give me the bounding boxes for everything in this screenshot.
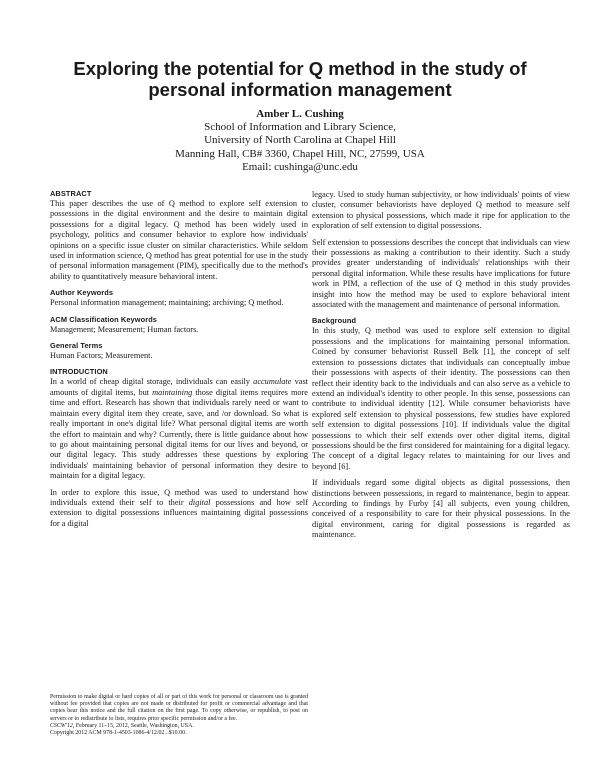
introduction-paragraph-1: In a world of cheap digital storage, individuals can easily accumulate vast amounts of digital items, but maintaining those digital items requires more time and effort. Research has shown that individuals rarely need or want to maintain every digital item they create, save, and /or download. So what is really important in one's digital life? What personal digital items are worth the effort to maintain and why? Currently, there is little guidance about how to go about maintaining personal digital items for our lives and beyond, or our digital legacy. This study addresses these questions by exploring individuals' maintaining behavior of personal information they desire to maintain for a digital legacy. bbox=[50, 377, 308, 481]
author-affiliation-university: University of North Carolina at Chapel Hill bbox=[204, 134, 396, 147]
left-column bbox=[50, 187, 308, 535]
conference-venue: CSCW'12, February 11–15, 2012, Seattle, Washington, USA. bbox=[50, 722, 194, 729]
author-email: Email: cushinga@unc.edu bbox=[242, 160, 358, 173]
author-block bbox=[100, 108, 500, 174]
background-paragraph-2: If individuals regard some digital objects as digital possessions, then distinctions between possessions, in regard to maintenance, begin to appear. According to findings by Furby [4] all subjects, even young children, conceived of a responsibility to care for their physical possessions. In the digital environment, caring for digital possessions is regarded as maintenance. bbox=[312, 478, 570, 540]
right-paragraph-2: Self extension to possessions describes the concept that individuals can view their possessions as making a contribution to their identity. Such a study provides greater understanding of individuals' relationships with their personal digital information. While these results have implications for future work in PIM, a reflection of the use of Q method in this study provides insight into how the method may be used to explore behavioral intent associated with the management and maintenance of personal information. bbox=[312, 237, 570, 310]
author-name: Amber L. Cushing bbox=[256, 108, 344, 120]
copyright-footnote bbox=[50, 694, 308, 737]
abstract-heading: ABSTRACT bbox=[50, 189, 92, 198]
general-terms-heading: General Terms bbox=[50, 341, 103, 351]
permission-notice: Permission to make digital or hard copies of all or part of this work for personal or classroom use is granted without fee provided that copies are not made or distributed for profit or commercial advantage and that copies bear this notice and the full citation on the first page. To copy otherwise, or republish, to post on servers or to redistribute to lists, requires prior specific permission and/or a fee. bbox=[50, 694, 308, 722]
author-keywords-text: Personal information management; maintaining; archiving; Q method. bbox=[50, 298, 284, 308]
right-column bbox=[312, 190, 570, 547]
introduction-heading: INTRODUCTION bbox=[50, 367, 108, 377]
author-keywords-heading: Author Keywords bbox=[50, 288, 114, 298]
author-affiliation-school: School of Information and Library Science, bbox=[204, 121, 396, 134]
right-paragraph-1: legacy. Used to study human subjectivity, or how individuals' points of view cluster, consumer behaviorists have deployed Q method to measure self extension to physical possessions, which made it ripe for application to the exploration of self extension to digital possessions. bbox=[312, 190, 570, 231]
general-terms-text: Human Factors; Measurement. bbox=[50, 351, 153, 361]
background-heading: Background bbox=[312, 316, 357, 326]
background-paragraph-1: In this study, Q method was used to explore self extension to digital possessions and the implications for maintaining personal information. Coined by consumer behaviorist Russell Belk [1], the concept of self extension to possessions dictates that individuals can conceptually imbue their possessions with aspects of their identity. The possessions can then reflect their identity back to the individuals and can also serve as a vehicle to extend an individual's identity to other people. In this sense, possessions can contribute to individual identity [12]. While consumer behaviorists have explored self extension to physical possessions, few studies have explored self extension to digital possessions [10]. If individuals value the digital possessions to which their self extends over other digital items, digital possessions should be the first considered for maintaining for a digital legacy. The concept of a digital legacy relates to maintaining for our lives and beyond [6]. bbox=[312, 326, 570, 471]
introduction-paragraph-2: In order to explore this issue, Q method was used to understand how individuals extend their self to their digital possessions and how self extension to digital possessions influences maintaining digital possessions for a digital bbox=[50, 487, 308, 528]
acm-keywords-text: Management; Measurement; Human factors. bbox=[50, 324, 199, 334]
paper-title: Exploring the potential for Q method in the study of personal information management bbox=[73, 58, 527, 100]
abstract-text: This paper describes the use of Q method to explore self extension to possessions in the digital environment and the desire to maintain digital possessions for a digital legacy. Q method has been widely used in psychology, politics and consumer behavior to explore how individuals' opinions on a specific issue cluster on similar characteristics. While seldom used in information science, Q method has great potential for use in the study of personal information management (PIM), specifically due to the method's ability to quantitatively measure behavioral intent. bbox=[50, 199, 308, 281]
author-address: Manning Hall, CB# 3360, Chapel Hill, NC, 27599, USA bbox=[175, 147, 425, 160]
copyright-line: Copyright 2012 ACM 978-1-4503-1086-4/12/02...$10.00. bbox=[50, 730, 187, 737]
acm-keywords-heading: ACM Classification Keywords bbox=[50, 314, 158, 324]
